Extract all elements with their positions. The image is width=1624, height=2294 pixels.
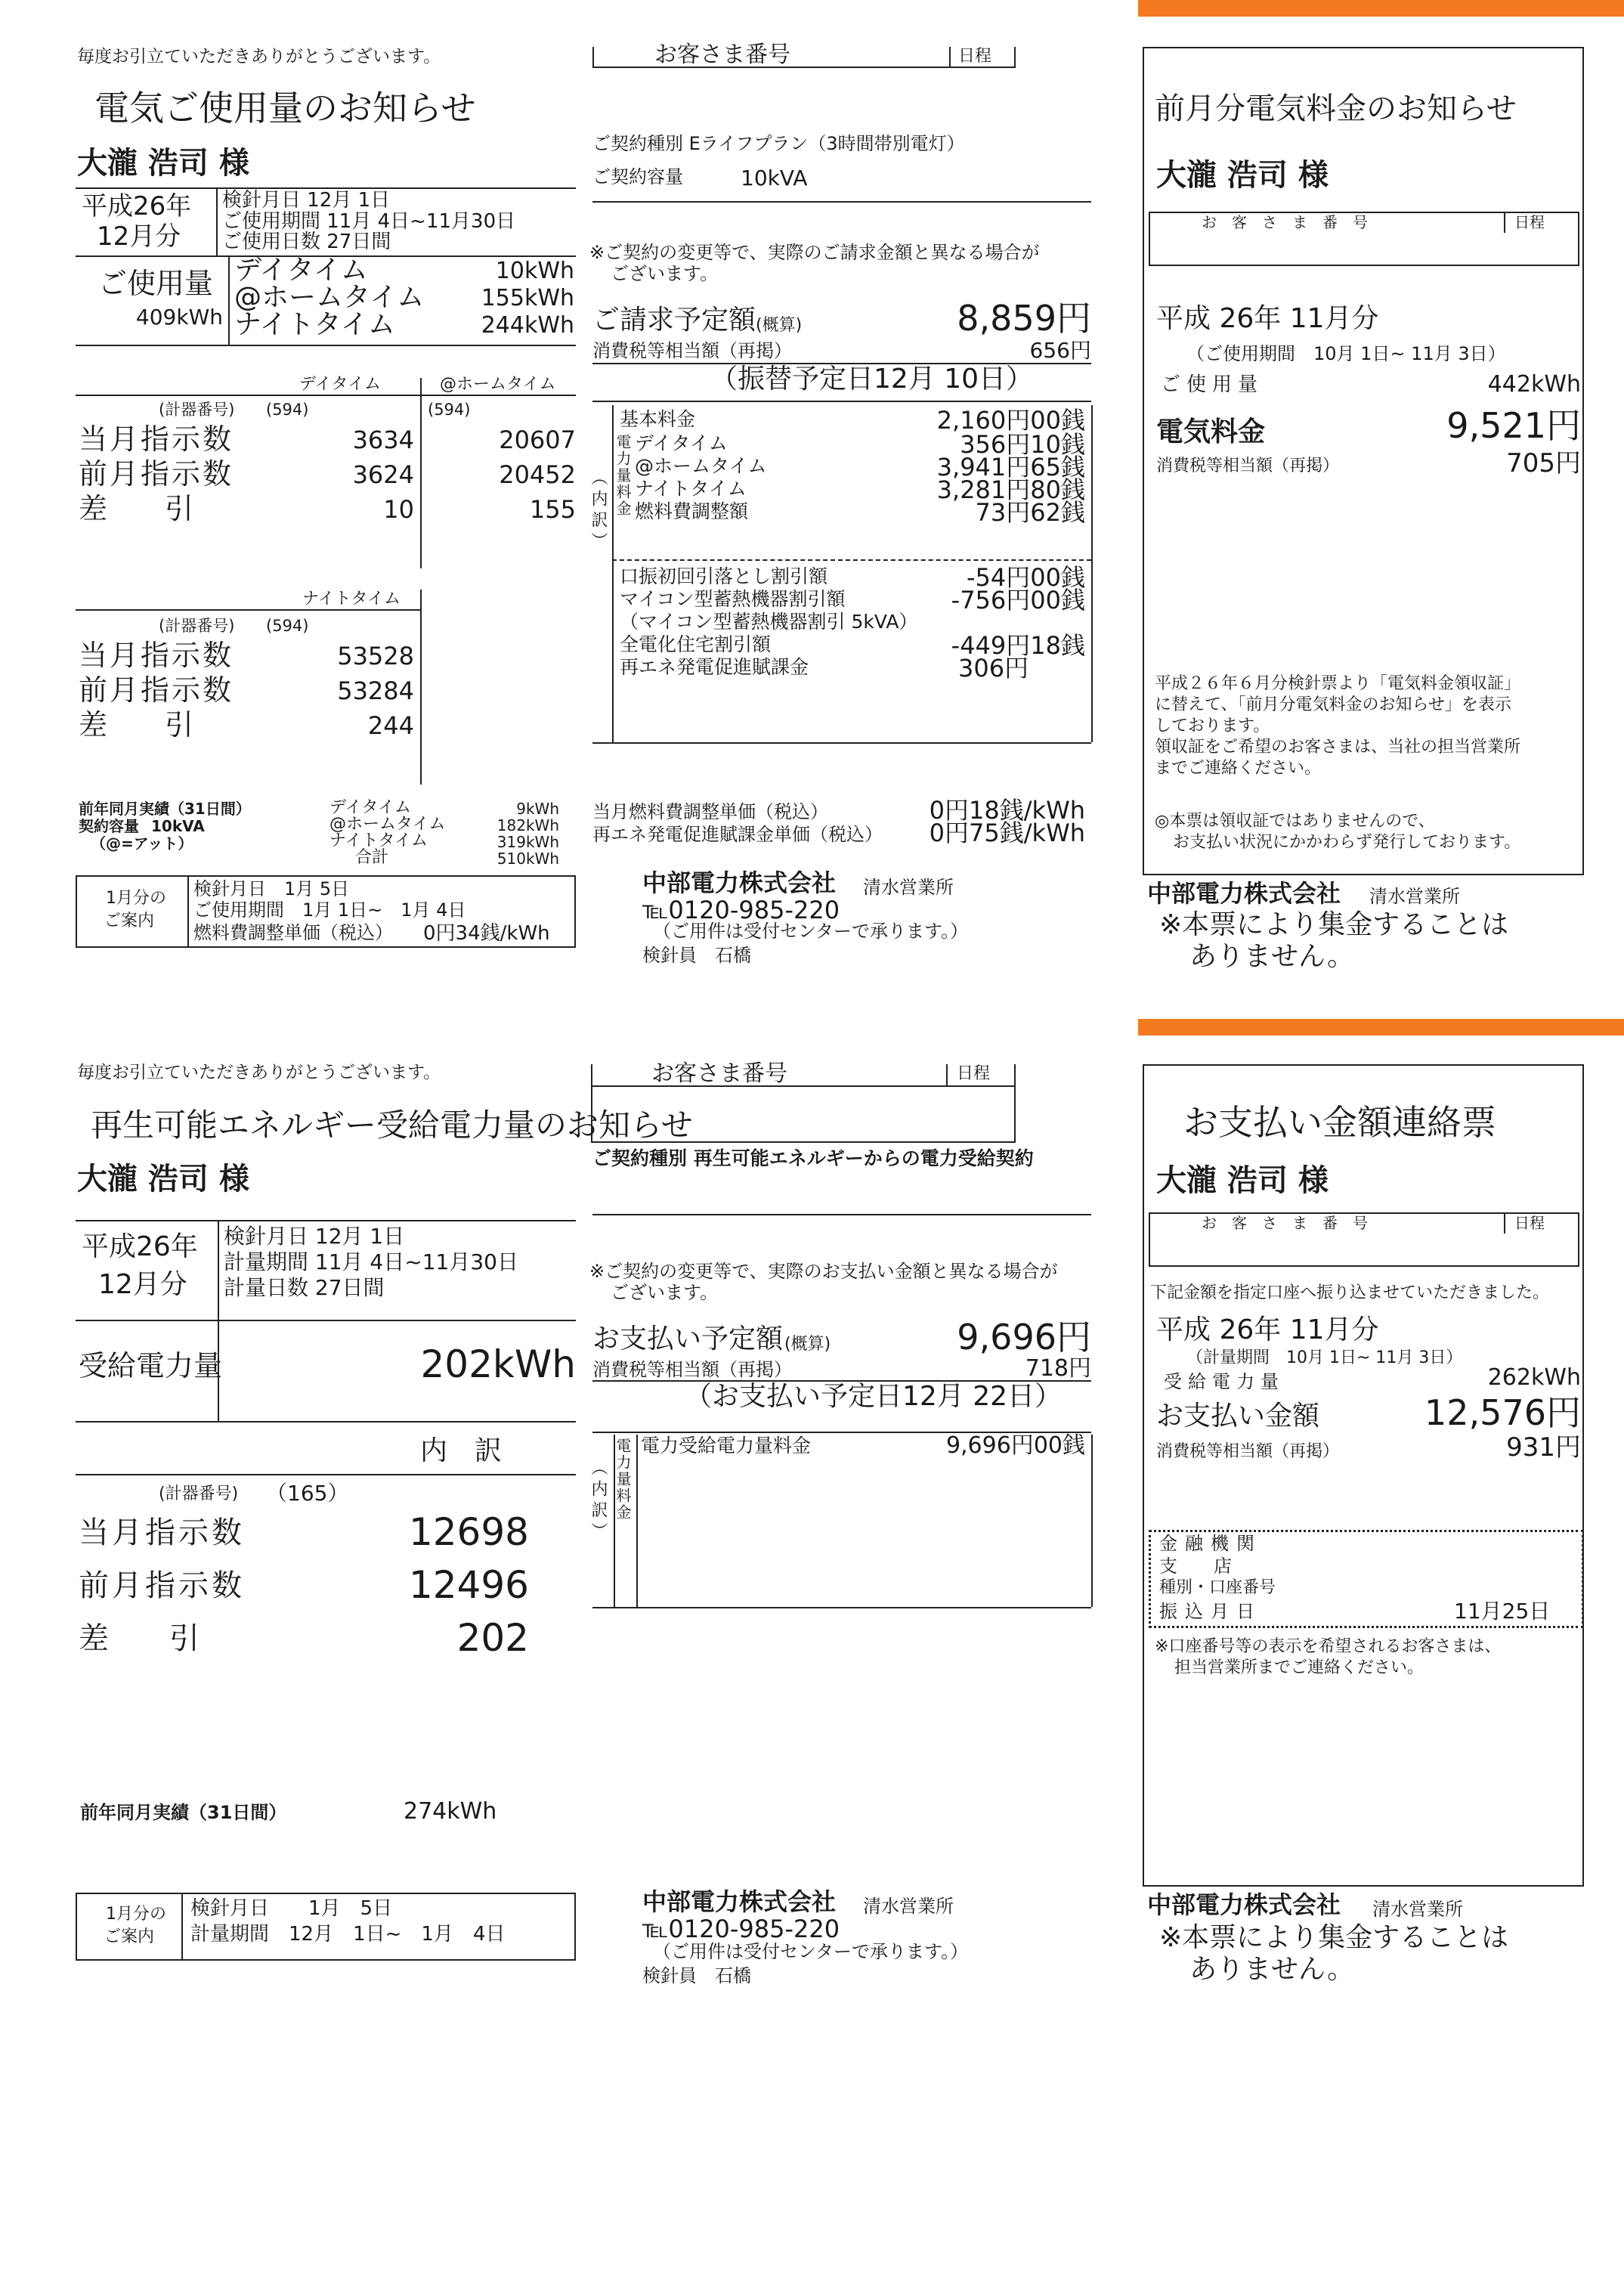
payment-day: 日程 [1514, 1214, 1545, 1232]
meter-no-3: (594) [266, 617, 309, 635]
use-days: ご使用日数 27日間 [222, 231, 391, 253]
notice-line-3: しております。 [1155, 717, 1270, 735]
contract-cap: 10kVA [741, 166, 808, 190]
meter-head-2: (計器番号) [159, 617, 235, 635]
renew-unit: 0円75銭/kWh [929, 819, 1085, 847]
renew-tax-label: 消費税等相当額（再掲） [592, 1359, 792, 1380]
notice2-line-1: ◎本票は領収証ではありませんので、 [1155, 812, 1435, 831]
home-label: @ホームタイム [234, 282, 425, 313]
renew-amount-label: 受給電力量 [79, 1349, 223, 1382]
notice2-line-2: お支払い状況にかかわらず発行しております。 [1173, 833, 1521, 852]
payment-recv-label: 受給電力量 [1164, 1371, 1285, 1392]
renew-next-label-2: ご案内 [104, 1927, 155, 1946]
renew-diff-label: 差 引 [79, 1621, 200, 1656]
diff-label-2: 差 引 [79, 708, 194, 741]
py-night: 319kWh [496, 833, 559, 851]
item-base-label: 基本料金 [620, 408, 696, 430]
meter-head: (計器番号) [159, 401, 235, 419]
renew-prev-year-value: 274kWh [404, 1798, 497, 1825]
renew-meter-head: (計器番号) [159, 1484, 239, 1503]
py-total-label: 合計 [355, 848, 389, 867]
renew-tel: ℡0120-985-220 [642, 1915, 840, 1943]
prev-year-label: 前年同月実績（31日間） [79, 800, 251, 818]
next-fuel: 0円34銭/kWh [423, 922, 550, 945]
disc-5-value: 306円 [958, 654, 1029, 683]
disc-4-label: 全電化住宅割引額 [620, 633, 772, 655]
prev-bill-title: 前月分電気料金のお知らせ [1155, 91, 1517, 126]
cur-day: 3634 [352, 426, 414, 454]
home-value: 155kWh [481, 285, 574, 311]
prev-bill-company: 中部電力株式会社 [1147, 879, 1341, 908]
prev-day: 3624 [352, 460, 414, 489]
prev-home: 20452 [499, 460, 576, 489]
payment-pay-value: 12,576円 [1424, 1392, 1581, 1433]
item-day-value: 356円10銭 [960, 430, 1085, 459]
prev-bill-tax-value: 705円 [1506, 448, 1581, 478]
transfer-label: 振込月日 [1159, 1601, 1262, 1622]
customer-no-label: お客さま番号 [654, 42, 790, 68]
prev-bill-use-period: （ご使用期間 10月 1日~ 11月 3日） [1186, 343, 1506, 364]
breakdown-side: （内訳） [589, 469, 608, 553]
payment-measure-period: （計量期間 10月 1日~ 11月 3日） [1186, 1348, 1463, 1367]
disc-3-label: （マイコン型蓄熱機器割引 5kVA） [620, 611, 918, 633]
reader-name: 検針員 石橋 [642, 945, 751, 966]
next-fuel-label: 燃料費調整単価（税込） [193, 922, 393, 943]
renew-read-date: 検針月日 12月 1日 [224, 1224, 405, 1249]
cur-night: 53528 [337, 642, 414, 670]
greeting: 毎度お引立ていただきありがとうございます。 [77, 47, 441, 67]
usage-amount-label: ご使用量 [98, 267, 214, 300]
disc-1-value: -54円00銭 [967, 563, 1085, 592]
transfer-date: （振替予定日12月 10日） [710, 364, 1034, 395]
bank-label: 金融機関 [1159, 1533, 1262, 1554]
prev-bill-fee-label: 電気料金 [1156, 416, 1266, 447]
contract-type: ご契約種別 Eライフプラン（3時間帯別電灯） [592, 133, 965, 154]
disc-2-value: -756円00銭 [951, 586, 1085, 615]
renew-contract-type: ご契約種別 再生可能エネルギーからの電力受給契約 [592, 1147, 1034, 1169]
branch-label: 支 店 [1159, 1556, 1232, 1577]
renew-measure-period: 計量期間 11月 4日~11月30日 [224, 1249, 518, 1274]
diff-day: 10 [383, 495, 414, 524]
prev-bill-tax-label: 消費税等相当額（再掲） [1156, 457, 1340, 475]
payment-period: 平成 26年 11月分 [1156, 1314, 1379, 1345]
renew-item-value: 9,696円00銭 [945, 1432, 1085, 1459]
prev-bill-no-collect-2: ありません。 [1189, 941, 1355, 972]
disc-2-label: マイコン型蓄熱機器割引額 [620, 588, 846, 610]
transfer-value: 11月25日 [1454, 1599, 1551, 1624]
item-night-value: 3,281円80銭 [936, 475, 1085, 504]
renew-measure-days: 計量日数 27日間 [224, 1275, 385, 1300]
payment-customer-no: お 客 さ ま 番 号 [1202, 1214, 1368, 1232]
renew-title: 再生可能エネルギー受給電力量のお知らせ [91, 1107, 693, 1144]
item-fuel-value: 73円62銭 [975, 498, 1085, 527]
prev-bill-name: 大瀧 浩司 様 [1156, 158, 1329, 193]
renew-next-read: 検針月日 1月 5日 [190, 1897, 393, 1920]
next-label-2: ご案内 [104, 912, 155, 930]
py-night-label: ナイトタイム [329, 831, 428, 850]
fuel-unit-label: 当月燃料費調整単価（税込） [592, 801, 828, 822]
prev-bill-use-label: ご使用量 [1161, 373, 1264, 396]
renew-greeting: 毎度お引立ていただきありがとうございます。 [77, 1063, 441, 1082]
bill-value: 8,859円 [957, 298, 1091, 339]
tax-label: 消費税等相当額（再掲） [592, 340, 792, 361]
renew-unit-label: 再エネ発電促進賦課金単価（税込） [592, 824, 883, 845]
renew-customer-no: お客さま番号 [651, 1060, 787, 1087]
col-home: @ホームタイム [440, 375, 556, 394]
renew-change-note-2: ございます。 [611, 1282, 719, 1303]
cur-label-2: 当月指示数 [79, 639, 234, 672]
renew-day: 日程 [957, 1064, 991, 1083]
notice-line-4: 領収証をご希望のお客さまは、当社の担当営業所 [1155, 738, 1521, 757]
at-note: （@=アット） [91, 834, 193, 853]
py-home-label: @ホームタイム [329, 815, 446, 834]
payment-recv-value: 262kWh [1487, 1364, 1581, 1391]
renew-breakdown: 内 訳 [420, 1435, 503, 1466]
pay-est: (概算) [784, 1335, 831, 1354]
renew-company: 中部電力株式会社 [642, 1887, 837, 1916]
payment-note-1: ※口座番号等の表示を希望されるお客さまは、 [1155, 1637, 1502, 1656]
meter-no-2: (594) [428, 401, 471, 419]
day-label-box: 日程 [958, 47, 992, 66]
col-night: ナイトタイム [302, 590, 401, 608]
renew-charge-side: 電力量料金 [614, 1438, 632, 1521]
charge-side: 電力量料金 [614, 434, 632, 517]
prev-bill-period: 平成 26年 11月分 [1156, 303, 1379, 334]
pay-label: お支払い予定額 [592, 1323, 784, 1354]
period-era: 平成26年 [82, 191, 192, 221]
next-label-1: 1月分の [106, 889, 166, 908]
night-value: 244kWh [481, 312, 574, 339]
renew-reader: 検針員 石橋 [642, 1965, 751, 1986]
renew-period-era: 平成26年 [82, 1231, 198, 1262]
renew-cur-label: 当月指示数 [79, 1515, 245, 1550]
disc-5-label: 再エネ発電促進賦課金 [620, 656, 809, 678]
renew-prev-label: 前月指示数 [79, 1568, 245, 1603]
payment-office: 清水営業所 [1372, 1899, 1463, 1920]
office-name: 清水営業所 [863, 877, 954, 898]
item-night-label: ナイトタイム [635, 478, 747, 500]
next-read: 検針月日 1月 5日 [193, 878, 350, 899]
prev-night: 53284 [337, 676, 414, 705]
disc-4-value: -449円18銭 [951, 631, 1085, 660]
col-day: デイタイム [299, 375, 382, 394]
notice-line-2: に替えて、「前月分電気料金のお知らせ」を表示 [1155, 695, 1511, 714]
tax-value: 656円 [1029, 338, 1091, 363]
payment-note-2: 担当営業所までご連絡ください。 [1174, 1658, 1424, 1677]
renew-next-period: 計量期間 12月 1日~ 1月 4日 [190, 1923, 506, 1946]
payment-no-collect-2: ありません。 [1189, 1954, 1355, 1985]
page-title: 電気ご使用量のお知らせ [94, 88, 476, 128]
payment-company: 中部電力株式会社 [1147, 1890, 1341, 1919]
py-home: 182kWh [496, 816, 559, 834]
renew-meter-no: （165） [266, 1481, 349, 1506]
py-total: 510kWh [496, 850, 559, 868]
disc-1-label: 口振初回引落とし割引額 [620, 565, 828, 587]
renew-next-label-1: 1月分の [106, 1905, 166, 1924]
night-label: ナイトタイム [234, 309, 395, 340]
payment-msg: 下記金額を指定口座へ振り込ませていただきました。 [1150, 1283, 1550, 1302]
use-period: ご使用期間 11月 4日~11月30日 [222, 210, 516, 233]
usage-total: 409kWh [135, 305, 223, 330]
diff-home: 155 [529, 495, 576, 524]
payment-no-collect-1: ※本票により集金することは [1159, 1922, 1509, 1953]
diff-night: 244 [367, 711, 414, 740]
prev-bill-no-collect-1: ※本票により集金することは [1159, 909, 1509, 940]
prev-label: 前月指示数 [79, 457, 234, 491]
fuel-unit: 0円18銭/kWh [929, 796, 1085, 825]
renew-office: 清水営業所 [863, 1896, 954, 1917]
prev-bill-office: 清水営業所 [1369, 886, 1460, 907]
renew-name: 大瀧 浩司 様 [77, 1162, 249, 1197]
bill-est: (概算) [756, 316, 803, 335]
prev-label-2: 前月指示数 [79, 673, 234, 707]
item-home-label: @ホームタイム [635, 455, 767, 477]
renew-item-label: 電力受給電力量料金 [641, 1435, 812, 1457]
renew-breakdown-side: （内訳） [589, 1459, 608, 1543]
item-base-value: 2,160円00銭 [936, 406, 1085, 435]
tel-note: （ご用件は受付センターで承ります。） [653, 921, 969, 942]
change-note: ※ご契約の変更等で、実際のご請求金額と異なる場合が [589, 242, 1040, 263]
pay-date: （お支払い予定日12月 22日） [685, 1381, 1063, 1412]
renew-amount-value: 202kWh [420, 1342, 576, 1386]
renew-period-month: 12月分 [98, 1269, 187, 1300]
py-day: 9kWh [516, 800, 559, 818]
cur-label: 当月指示数 [79, 423, 234, 456]
contract-cap-label: ご契約容量 [592, 166, 683, 187]
prev-contract: 10kVA [151, 817, 205, 835]
period-month: 12月分 [97, 221, 181, 252]
prev-bill-customer-no: お 客 さ ま 番 号 [1202, 213, 1368, 231]
cur-home: 20607 [499, 426, 576, 454]
renew-diff-value: 202 [456, 1616, 529, 1660]
renew-prev-year-label: 前年同月実績（31日間） [80, 1802, 287, 1823]
notice-line-5: までご連絡ください。 [1155, 759, 1322, 778]
day-value: 10kWh [495, 258, 574, 284]
py-day-label: デイタイム [329, 798, 412, 817]
read-date: 検針月日 12月 1日 [222, 189, 391, 212]
notice-line-1: 平成２６年６月分検針票より「電気料金領収証」 [1155, 674, 1521, 693]
payment-name: 大瀧 浩司 様 [1156, 1163, 1329, 1198]
renew-change-note: ※ご契約の変更等で、実際のお支払い金額と異なる場合が [589, 1261, 1058, 1282]
payment-title: お支払い金額連絡票 [1183, 1102, 1496, 1143]
company-name: 中部電力株式会社 [642, 868, 837, 897]
prev-contract-label: 契約容量 [79, 817, 139, 835]
change-note-2: ございます。 [611, 263, 719, 284]
payment-tax-value: 931円 [1506, 1432, 1581, 1463]
renew-prev-value: 12496 [408, 1563, 529, 1607]
customer-name: 大瀧 浩司 様 [77, 146, 249, 181]
diff-label: 差 引 [79, 492, 194, 525]
meter-no: (594) [266, 401, 309, 419]
tel-number: ℡0120-985-220 [642, 896, 840, 924]
renew-tax-value: 718円 [1025, 1355, 1091, 1382]
renew-cur-value: 12698 [408, 1510, 529, 1554]
payment-pay-label: お支払い金額 [1156, 1401, 1320, 1432]
renew-tel-note: （ご用件は受付センターで承ります。） [653, 1941, 969, 1962]
pay-value: 9,696円 [957, 1317, 1091, 1358]
account-label: 種別・口座番号 [1159, 1578, 1276, 1597]
bill-label: ご請求予定額 [592, 305, 756, 336]
item-day-label: デイタイム [635, 432, 728, 454]
payment-tax-label: 消費税等相当額（再掲） [1156, 1442, 1340, 1461]
day-label: デイタイム [234, 255, 368, 286]
prev-bill-fee-value: 9,521円 [1446, 405, 1581, 446]
prev-bill-use-value: 442kWh [1487, 371, 1581, 398]
item-fuel-label: 燃料費調整額 [635, 500, 749, 522]
prev-bill-day: 日程 [1514, 213, 1545, 231]
item-home-value: 3,941円65銭 [936, 453, 1085, 481]
next-period: ご使用期間 1月 1日~ 1月 4日 [193, 899, 466, 921]
